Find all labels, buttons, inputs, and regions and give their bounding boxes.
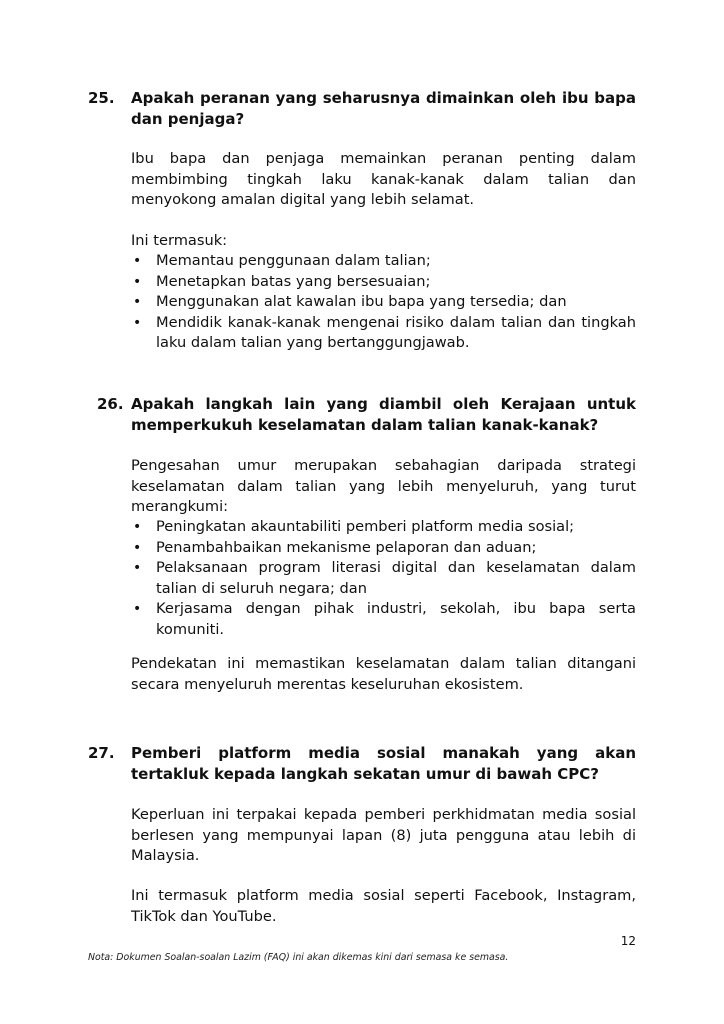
list-item: • Penambahbaikan mekanisme pelaporan dan aduan;: [131, 538, 636, 559]
list-item: • Menggunakan alat kawalan ibu bapa yang tersedia; dan: [131, 292, 636, 313]
bullet-icon: •: [133, 294, 142, 310]
bullet-icon: •: [133, 560, 142, 576]
list-item: • Mendidik kanak-kanak mengenai risiko dalam talian dan tingkah laku dalam talian yang bertanggungjawab.: [133, 313, 636, 351]
question-number: 26.: [97, 395, 124, 413]
bullet-icon: •: [133, 519, 142, 535]
answer-paragraph: Ibu bapa dan penjaga memainkan peranan penting dalam membimbing tingkah laku kanak-kanak dalam talian dan menyokong amalan digital yang lebih selamat.: [131, 150, 636, 208]
bullet-icon: •: [133, 273, 142, 290]
bullet-list: [131, 517, 636, 640]
list-item: • Menetapkan batas yang bersesuaian;: [131, 272, 636, 293]
bullet-icon: •: [133, 539, 142, 556]
question-number: 27.: [88, 744, 115, 762]
footnote: Nota: Dokumen Soalan-soalan Lazim (FAQ) ini akan dikemas kini dari semasa ke semasa.: [88, 952, 509, 963]
answer-paragraph: Pengesahan umur merupakan sebahagian daripada strategi keselamatan dalam talian yang lebih menyeluruh, yang turut merangkumi:: [131, 457, 636, 515]
answer-paragraph: Keperluan ini terpakai kepada pemberi perkhidmatan media sosial berlesen yang mempunyai lapan (8) juta pengguna atau lebih di Malaysia.: [131, 806, 636, 864]
list-item: • Memantau penggunaan dalam talian;: [131, 251, 636, 272]
bullet-icon: •: [133, 601, 142, 617]
list-item: • Pelaksanaan program literasi digital dan keselamatan dalam talian di seluruh negara; dan: [133, 559, 636, 597]
bullet-list: [131, 251, 636, 354]
page-number: 12: [620, 934, 636, 948]
question-title: Pemberi platform media sosial manakah yang akan tertakluk kepada langkah sekatan umur di bawah CPC?: [131, 744, 636, 783]
list-item: • Peningkatan akauntabiliti pemberi platform media sosial;: [131, 517, 636, 538]
list-item: • Kerjasama dengan pihak industri, sekolah, ibu bapa serta komuniti.: [133, 600, 636, 638]
answer-lead: Ini termasuk:: [131, 232, 228, 249]
question-number: 25.: [88, 89, 115, 107]
answer-closing: Pendekatan ini memastikan keselamatan dalam talian ditangani secara menyeluruh merentas keseluruhan ekosistem.: [131, 655, 636, 693]
question-title: Apakah peranan yang seharusnya dimainkan oleh ibu bapa dan penjaga?: [131, 89, 636, 128]
bullet-icon: •: [133, 314, 142, 331]
answer-paragraph: Ini termasuk platform media sosial seperti Facebook, Instagram, TikTok dan YouTube.: [131, 887, 636, 925]
question-title: Apakah langkah lain yang diambil oleh Kerajaan untuk memperkukuh keselamatan dalam talian kanak-kanak?: [131, 395, 636, 434]
bullet-icon: •: [133, 253, 142, 269]
